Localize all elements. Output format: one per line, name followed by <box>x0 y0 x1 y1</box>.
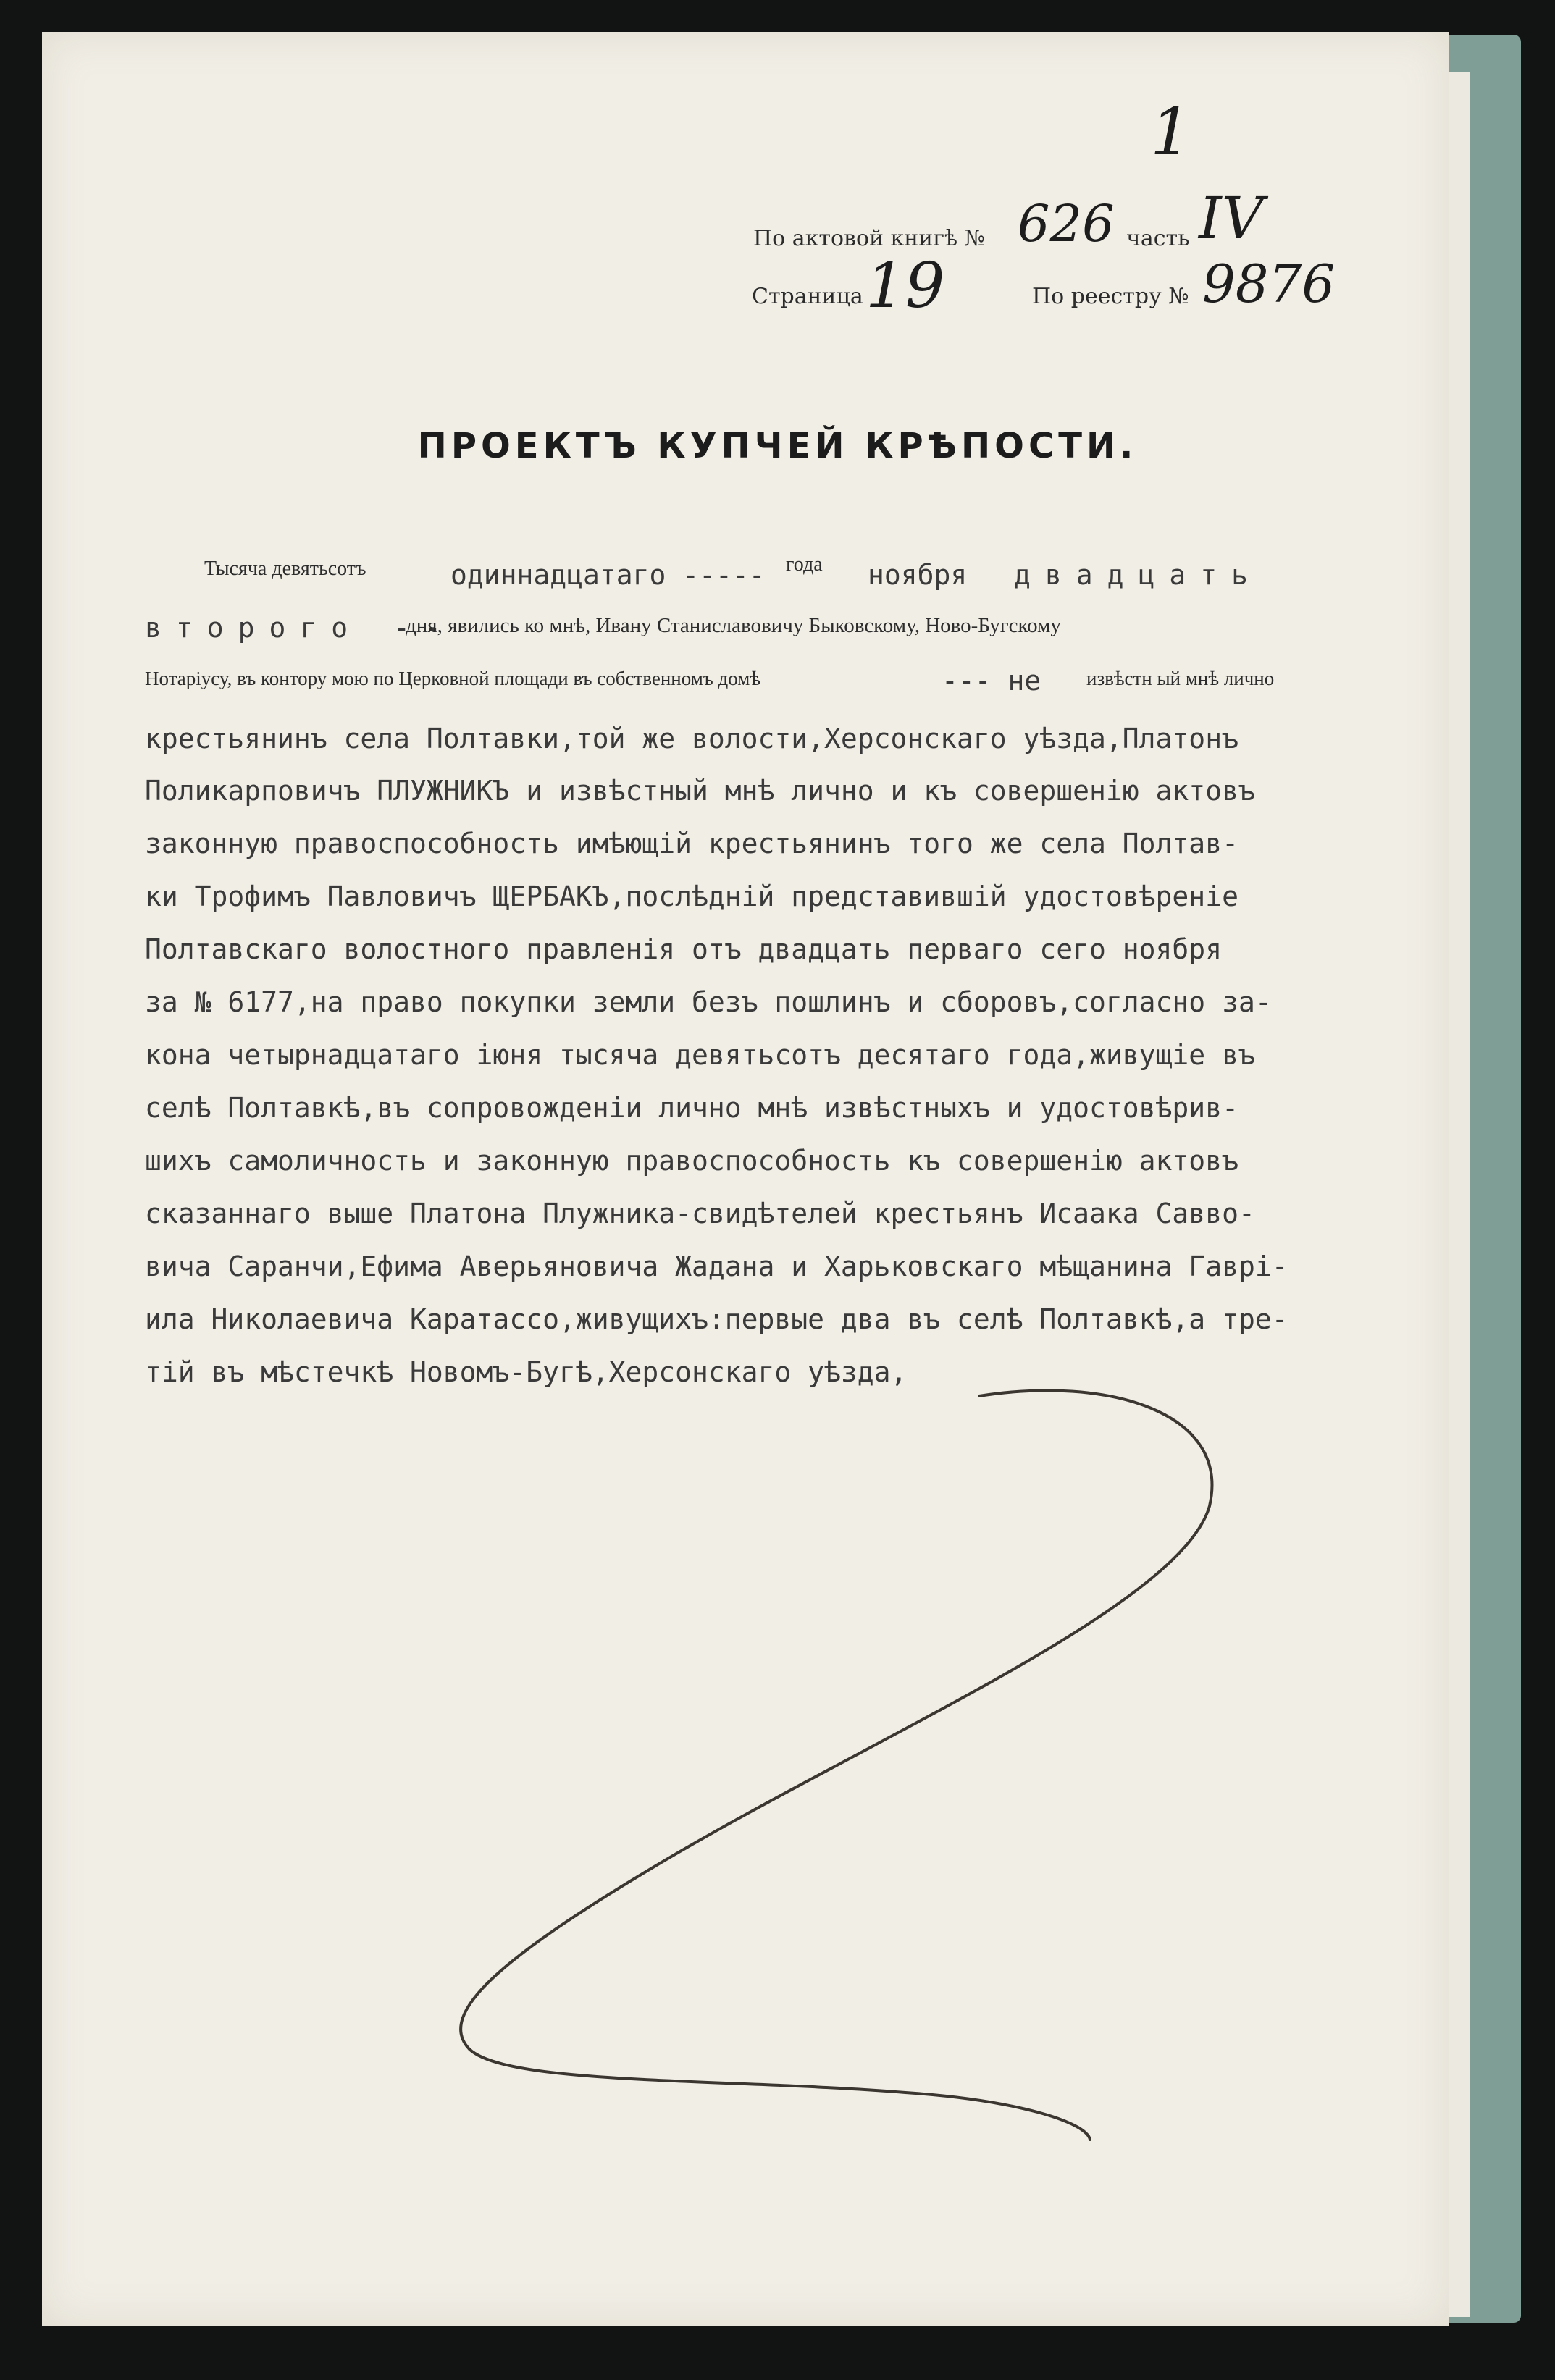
body-line: кона четырнадцатаго іюня тысяча девятьсотъ десятаго года,живущіе въ <box>145 1039 1255 1071</box>
part-number: IV <box>1199 185 1264 252</box>
book-label: По актовой книгѣ № <box>753 226 986 251</box>
body-line: Полтавскаго волостного правленія отъ двадцать перваго сего ноября <box>145 933 1223 965</box>
body-line: вича Саранчи,Ефима Аверьяновича Жадана и Харьковскаго мѣщанина Гаврі- <box>145 1250 1288 1282</box>
line1-year-label: года <box>786 553 823 576</box>
body-line: Поликарповичъ ПЛУЖНИКЪ и извѣстный мнѣ лично и къ совершенію актовъ <box>145 775 1255 807</box>
book-number: 626 <box>1018 194 1115 253</box>
body-line: ила Николаевича Каратассо,живущихъ:первые два въ селѣ Полтавкѣ,а тре- <box>145 1303 1288 1335</box>
line1-day: двадцать <box>1014 559 1263 591</box>
body-line: сказаннаго выше Платона Плужника-свидѣтелей крестьянъ Исаака Савво- <box>145 1198 1255 1229</box>
part-label: часть <box>1126 226 1190 251</box>
body-line: ки Трофимъ Павловичъ ЩЕРБАКЪ,послѣдній представившій удостовѣреніе <box>145 880 1238 912</box>
body-line: за № 6177,на право покупки земли безъ пошлинъ и сборовъ,согласно за- <box>145 986 1272 1018</box>
line2-day: второго -- <box>145 612 456 644</box>
body-line: тій въ мѣстечкѣ Новомъ-Бугѣ,Херсонскаго уѣзда, <box>145 1356 908 1388</box>
body-line: селѣ Полтавкѣ,въ сопровожденіи лично мнѣ извѣстныхъ и удостовѣрив- <box>145 1092 1238 1124</box>
body-line: законную правоспособность имѣющій крестьянинъ того же села Полтав- <box>145 828 1238 859</box>
sheet-number: 1 <box>1150 94 1192 170</box>
line3-typed: --- не <box>942 665 1041 697</box>
line1-year: одиннадцатаго ----- <box>450 559 766 591</box>
body-line: шихъ самоличность и законную правоспособность къ совершенію актовъ <box>145 1145 1238 1177</box>
page-number: 19 <box>865 250 945 322</box>
line1-month: ноября <box>868 559 968 591</box>
page-label: Страница <box>752 284 863 309</box>
registry-label: По реестру № <box>1032 284 1189 309</box>
registry-number: 9876 <box>1202 253 1336 314</box>
line2-printed: дня, явились ко мнѣ, Ивану Станиславовичу Быковскому, Ново-Бугскому <box>406 614 1061 637</box>
body-line: крестьянинъ села Полтавки,той же волости,Херсонскаго уѣзда,Платонъ <box>145 723 1238 754</box>
line1-printed: Тысяча девятьсотъ <box>204 558 366 580</box>
line3-printed-end: извѣстн ый мнѣ лично <box>1086 668 1275 689</box>
document-title: ПРОЕКТЪ КУПЧЕЙ КРѢПОСТИ. <box>417 426 1138 466</box>
line3-printed: Нотаріусу, въ контору мою по Церковной площади въ собственномъ домѣ <box>145 668 760 689</box>
